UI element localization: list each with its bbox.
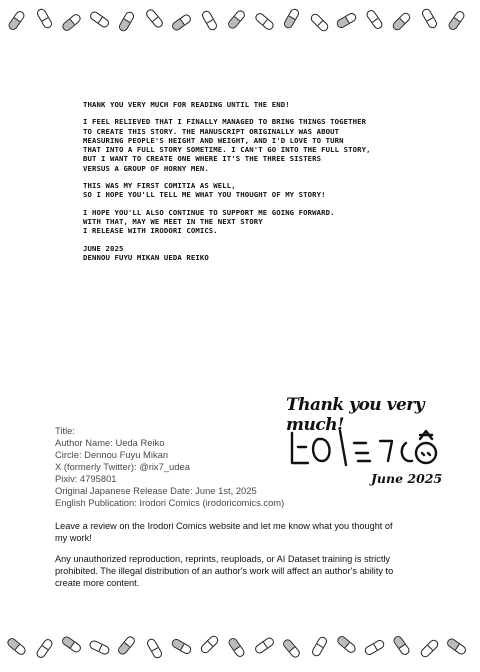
credit-pixiv: Pixiv: 4795801 xyxy=(55,473,117,484)
pill-capsule-icon xyxy=(199,634,220,655)
pill-capsule-icon xyxy=(116,635,136,657)
credits-block xyxy=(55,425,355,509)
afterword-paragraph-2: I FEEL RELIEVED THAT I FINALLY MANAGED TO BRING THINGS TOGETHER TO CREATE THIS STORY. THE MANUSCRIPT ORIGINALLY WAS ABOUT MEASURING PEOPLE'S HEIGHT AND WEIGHT, AND I'D LOVE TO TURN THAT INTO A FULL STORY SOMETIME. I CAN'T GO INTO THE FULL STORY, BUT I WANT TO CREATE ONE WHERE IT'S THE THREE SISTERS VERSUS A GROUP OF HORNY MEN. xyxy=(83,117,371,173)
credit-author: Author Name: Ueda Reiko xyxy=(55,437,165,448)
afterword-date: JUNE 2025 xyxy=(83,243,124,253)
pill-capsule-icon xyxy=(227,636,246,658)
handwritten-date: June 2025 xyxy=(371,471,443,486)
pill-capsule-icon xyxy=(392,634,411,656)
pill-capsule-icon xyxy=(253,636,275,655)
legal-notice: Any unauthorized reproduction, reprints, reuploads, or AI Dataset training is strictly prohibited. The illegal distribution of an author's work will affect an author's ability to create more content. xyxy=(55,554,394,588)
pill-capsule-icon xyxy=(282,638,302,660)
pill-capsule-icon xyxy=(88,10,110,29)
credit-title: Title: xyxy=(55,425,75,436)
pill-capsule-icon xyxy=(170,637,193,655)
handwritten-thanks-text: Thank you very much! xyxy=(286,395,425,435)
pill-capsule-icon xyxy=(309,12,330,33)
pill-capsule-icon xyxy=(88,639,111,656)
pill-capsule-icon xyxy=(310,635,328,658)
credit-en-publication: English Publication: Irodori Comics (irodoricomics.com) xyxy=(55,497,285,508)
pill-capsule-icon xyxy=(391,11,412,32)
notices-block xyxy=(55,520,395,598)
bottom-pill-border xyxy=(0,628,480,668)
pill-capsule-icon xyxy=(61,12,83,32)
pill-capsule-icon xyxy=(420,7,438,30)
pill-capsule-icon xyxy=(363,638,386,656)
pill-capsule-icon xyxy=(336,634,358,654)
pill-capsule-icon xyxy=(6,636,28,656)
pill-capsule-icon xyxy=(145,637,163,660)
afterword-paragraph-3: THIS WAS MY FIRST COMITIA AS WELL, SO I HOPE YOU'LL TELL ME WHAT YOU THOUGHT OF MY STORY! xyxy=(83,181,326,200)
credit-twitter: X (formerly Twitter): @rix7_udea xyxy=(55,461,190,472)
review-request: Leave a review on the Irodori Comics website and let me know what you thought of my work! xyxy=(55,521,393,543)
pill-capsule-icon xyxy=(283,7,301,30)
afterword-paragraph-4: I HOPE YOU'LL ALSO CONTINUE TO SUPPORT ME GOING FORWARD. WITH THAT, MAY WE MEET IN THE NEXT STORY I RELEASE WITH IRODORI COMICS. xyxy=(83,207,335,236)
credit-jp-release: Original Japanese Release Date: June 1st, 2025 xyxy=(55,485,257,496)
pill-capsule-icon xyxy=(117,10,135,33)
afterword-note xyxy=(83,100,403,262)
pill-capsule-icon xyxy=(200,9,218,32)
pill-capsule-icon xyxy=(227,9,247,31)
afterword-paragraph-1: THANK YOU VERY MUCH FOR READING UNTIL THE END! xyxy=(83,100,290,109)
pill-capsule-icon xyxy=(336,11,359,29)
pill-capsule-icon xyxy=(419,638,440,659)
top-pill-border xyxy=(0,0,480,40)
afterword-signature: DENNOU FUYU MIKAN UEDA REIKO xyxy=(83,252,209,262)
pill-capsule-icon xyxy=(365,8,384,30)
pill-capsule-icon xyxy=(7,9,26,31)
pill-capsule-icon xyxy=(253,11,275,31)
pill-capsule-icon xyxy=(447,9,466,31)
credit-circle: Circle: Dennou Fuyu Mikan xyxy=(55,449,169,460)
pill-capsule-icon xyxy=(170,13,192,32)
pill-capsule-icon xyxy=(446,637,468,656)
pill-capsule-icon xyxy=(34,637,53,659)
pill-capsule-icon xyxy=(35,7,53,30)
pill-capsule-icon xyxy=(60,635,82,654)
pill-capsule-icon xyxy=(144,8,164,30)
